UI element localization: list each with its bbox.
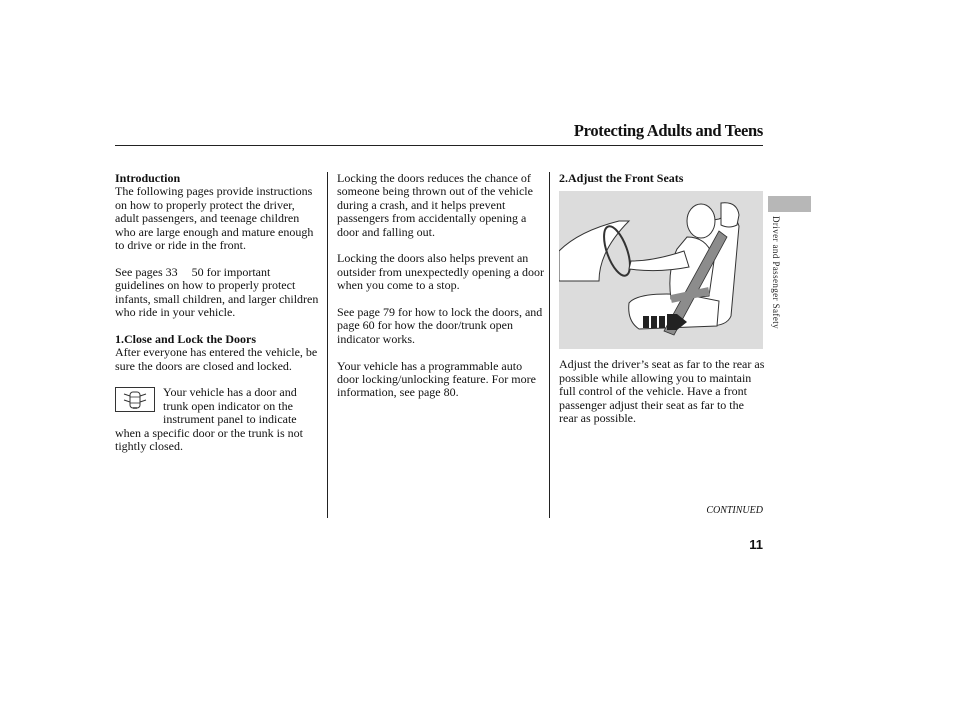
page-title: Protecting Adults and Teens bbox=[573, 121, 763, 140]
locking-para-2: Locking the doors also helps prevent an outsider from unexpectedly opening a door when you come to a stop. bbox=[337, 251, 544, 293]
seat-adjust-illustration bbox=[559, 191, 763, 349]
intro-heading: Introduction bbox=[115, 171, 181, 185]
see-pages-paragraph bbox=[115, 266, 321, 320]
page-ref-to[interactable]: 50 bbox=[191, 264, 204, 279]
column-right bbox=[559, 172, 765, 425]
section1-heading: 1.Close and Lock the Doors bbox=[115, 331, 257, 346]
section1-text: After everyone has entered the vehicle, be sure the doors are closed and locked. bbox=[115, 345, 318, 373]
indicator-text: Your vehicle has a door and trunk open indicator on the instrument panel to indicate when a specific door or the trunk is not tightly closed. bbox=[115, 385, 303, 454]
continued-label: CONTINUED bbox=[706, 505, 763, 516]
section2-heading: 2.Adjust the Front Seats bbox=[559, 171, 684, 185]
page-number: 11 bbox=[749, 537, 763, 552]
column-divider bbox=[549, 172, 550, 518]
see-pages-prefix: See pages bbox=[115, 264, 163, 279]
locking-para-3 bbox=[337, 306, 545, 346]
section2-text: Adjust the driver’s seat as far to the rear as possible while allowing you to maintain full control of the vehicle. Have a front passenger adjust their seat as far to the rear as possible. bbox=[559, 357, 765, 426]
page-ref-80[interactable]: 80 bbox=[443, 385, 456, 400]
see-pages-suffix: for important guidelines on how to properly protect infants, small children, and larger children who ride in your vehicle. bbox=[115, 264, 319, 320]
locking-para-1: Locking the doors reduces the chance of someone being thrown out of the vehicle during a crash, and it helps prevent passengers from accidentally opening a door and falling out. bbox=[337, 171, 533, 239]
column-divider bbox=[327, 172, 328, 518]
para4-suffix: . bbox=[455, 385, 459, 400]
section-tab[interactable] bbox=[768, 196, 811, 212]
column-middle bbox=[337, 172, 545, 400]
page-ref-from[interactable]: 33 bbox=[165, 264, 178, 279]
title-rule bbox=[115, 145, 763, 146]
door-open-indicator-icon bbox=[115, 387, 155, 412]
page-ref-79[interactable]: 79 bbox=[382, 305, 395, 320]
section-side-label: Driver and Passenger Safety bbox=[771, 216, 781, 330]
para4-prefix: Your vehicle has a programmable auto door locking/unlocking feature. For more information, see page bbox=[337, 358, 536, 400]
para3-prefix: See page bbox=[337, 305, 380, 320]
column-left bbox=[115, 172, 321, 453]
driver-seat-icon bbox=[559, 191, 763, 349]
locking-para-4 bbox=[337, 360, 545, 400]
para3-suffix: for how to lock the doors, and page 60 for how the door/trunk open indicator works. bbox=[337, 305, 543, 346]
intro-text: The following pages provide instructions on how to properly protect the driver, adult passengers, and teenage children who are large enough and mature enough to drive or ride in the front. bbox=[115, 184, 314, 253]
